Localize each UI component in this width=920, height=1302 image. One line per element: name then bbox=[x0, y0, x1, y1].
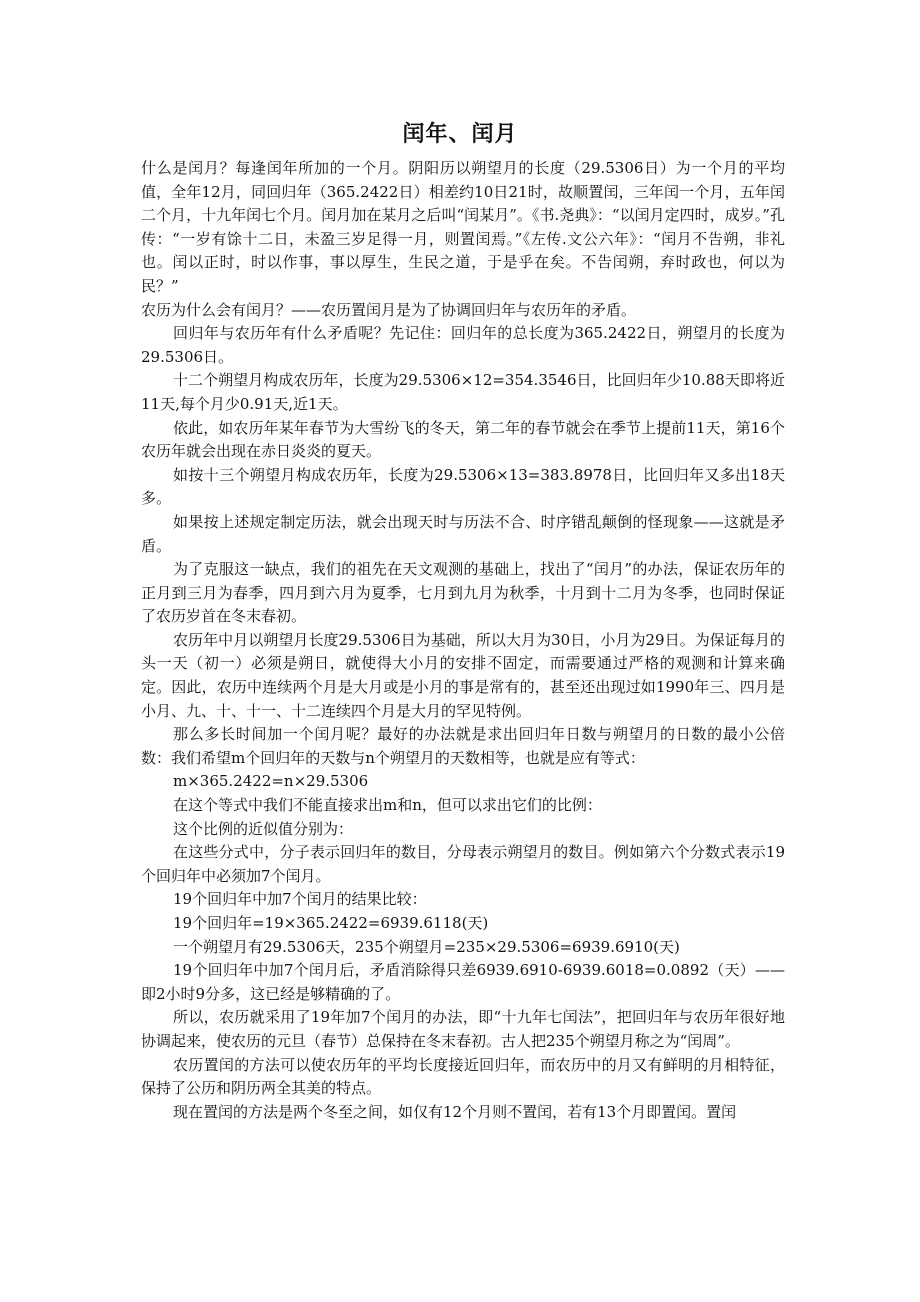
paragraph: 这个比例的近似值分别为： bbox=[173, 819, 354, 838]
paragraph: 回归年与农历年有什么矛盾呢？先记住：回归年的总长度为365.2422日，朔望月的长度为29.5306日。 bbox=[141, 324, 785, 366]
paragraph: 19个回归年中加7个闰月的结果比较： bbox=[173, 890, 427, 909]
page-title: 闰年、闰月 bbox=[402, 121, 518, 147]
equation: m×365.2422=n×29.5306 bbox=[173, 772, 369, 791]
paragraph: 在这个等式中我们不能直接求出m和n，但可以求出它们的比例： bbox=[173, 796, 602, 815]
paragraph: 十二个朔望月构成农历年，长度为29.5306×12=354.3546日，比回归年少10.88天即将近11天,每个月少0.91天,近1天。 bbox=[141, 371, 785, 413]
paragraph: 19个回归年中加7个闰月后，矛盾消除得只差6939.6910-6939.6018=0.0892（天）——即2小时9分多，这已经是够精确的了。 bbox=[141, 961, 785, 1003]
paragraph: 一个朔望月有29.5306天，235个朔望月=235×29.5306=6939.6910(天) bbox=[173, 937, 680, 956]
paragraph: 依此，如农历年某年春节为大雪纷飞的冬天，第二年的春节就会在季节上提前11天，第16个农历年就会出现在赤日炎炎的夏天。 bbox=[141, 418, 785, 461]
paragraph: 现在置闰的方法是两个冬至之间，如仅有12个月则不置闰，若有13个月即置闰。置闰 bbox=[173, 1102, 737, 1121]
paragraph-why-leap-month: 农历为什么会有闰月？——农历置闰月是为了协调回归年与农历年的矛盾。 bbox=[141, 300, 637, 319]
paragraph: 如按十三个朔望月构成农历年，长度为29.5306×13=383.8978日，比回归年又多出18天多。 bbox=[141, 465, 785, 508]
paragraph-intro: 什么是闰月？每逢闰年所加的一个月。阴阳历以朔望月的长度（29.5306日）为一个月的平均值，全年12月，同回归年（365.2422日）相差约10日21时，故顺置闰，三年闰一个月，五年闰二个月，十九年闰七个月。闰月加在某月之后叫“闰某月”。《书.尧典》：“以闰月定四时，成岁。”孔传：“一岁有馀十二日，未盈三岁足得一月，则置闰焉。”《左传.文公六年》：“闰月不告朔，非礼也。闰以正时，时以作事，事以厚生，生民之道，于是乎在矣。不告闰朔，弃时政也，何以为民？” bbox=[141, 159, 785, 295]
paragraph: 农历置闰的方法可以使农历年的平均长度接近回归年，而农历中的月又有鲜明的月相特征，保持了公历和阴历两全其美的特点。 bbox=[141, 1055, 785, 1098]
paragraph: 如果按上述规定制定历法，就会出现天时与历法不合、时序错乱颠倒的怪现象——这就是矛盾。 bbox=[141, 512, 785, 555]
document-body bbox=[141, 157, 785, 1124]
paragraph: 为了克服这一缺点，我们的祖先在天文观测的基础上，找出了“闰月”的办法，保证农历年的正月到三月为春季，四月到六月为夏季，七月到九月为秋季，十月到十二月为冬季，也同时保证了农历岁首在冬末春初。 bbox=[141, 560, 785, 626]
equation: 19个回归年=19×365.2422=6939.6118(天) bbox=[173, 914, 489, 932]
paragraph: 在这些分式中，分子表示回归年的数目，分母表示朔望月的数目。例如第六个分数式表示19个回归年中必须加7个闰月。 bbox=[141, 843, 785, 885]
paragraph: 所以，农历就采用了19年加7个闰月的办法，即“十九年七闰法”，把回归年与农历年很好地协调起来，使农历的元旦（春节）总保持在冬末春初。古人把235个朔望月称之为“闰周”。 bbox=[141, 1008, 785, 1050]
paragraph: 那么多长时间加一个闰月呢？最好的办法就是求出回归年日数与朔望月的日数的最小公倍数：我们希望m个回归年的天数与n个朔望月的天数相等，也就是应有等式： bbox=[141, 725, 785, 767]
paragraph: 农历年中月以朔望月长度29.5306日为基础，所以大月为30日，小月为29日。为保证每月的头一天（初一）必须是朔日，就使得大小月的安排不固定，而需要通过严格的观测和计算来确定。因此，农历中连续两个月是大月或是小月的事是常有的，甚至还出现过如1990年三、四月是小月、九、十、十一、十二连续四个月是大月的罕见特例。 bbox=[141, 630, 785, 720]
